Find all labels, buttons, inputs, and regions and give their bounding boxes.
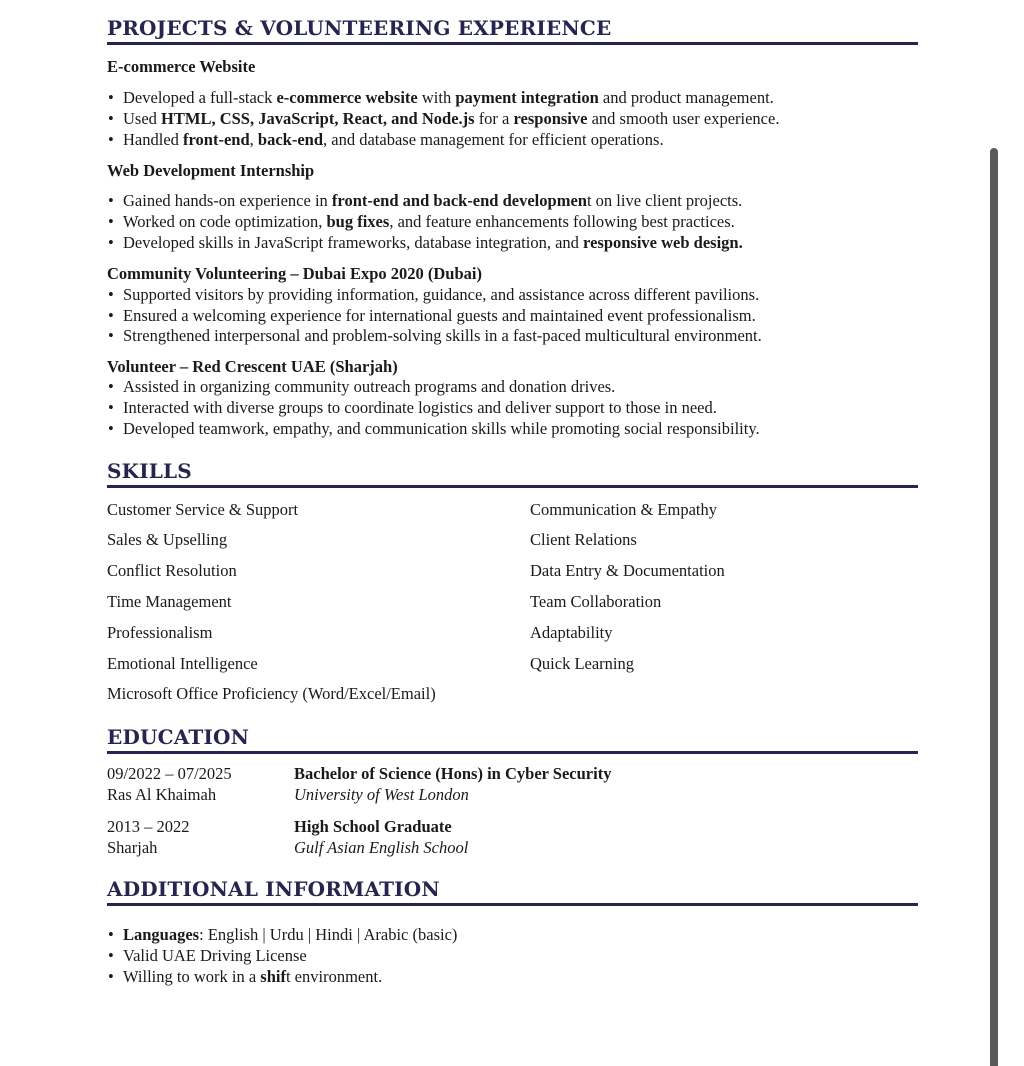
project-entry <box>107 57 918 150</box>
education-location: Ras Al Khaimah <box>107 784 217 804</box>
volunteer-entry <box>107 357 918 439</box>
education-dates: 09/2022 – 07/2025 <box>107 764 232 784</box>
bullet-list <box>107 88 918 150</box>
text-run: Willing to work in a <box>123 966 261 986</box>
bullet-item <box>107 233 918 254</box>
bold-text: e-commerce website <box>276 88 418 107</box>
education-meta <box>107 764 294 805</box>
bullet-item <box>107 212 918 233</box>
vertical-scrollbar[interactable] <box>990 0 998 1066</box>
projects-section <box>107 0 918 440</box>
text-run: Developed teamwork, empathy, and communication skills while promoting social responsibility. <box>123 418 760 438</box>
text-run: Ensured a welcoming experience for international guests and maintained event professionalism. <box>123 305 756 325</box>
text-run: t on live client projects. <box>586 191 743 211</box>
bullet-item <box>107 967 918 988</box>
bold-text: front-end and back-end developmen <box>331 191 587 211</box>
text-run: Strengthened interpersonal and problem-solving skills in a fast-paced multicultural environment. <box>123 326 762 346</box>
text-run: , <box>249 129 258 149</box>
project-entry <box>107 161 918 253</box>
education-degree: High School Graduate <box>294 817 452 837</box>
skill-item: Sales & Upselling <box>107 530 228 550</box>
resume-page <box>107 0 918 988</box>
bold-text: front-end <box>183 129 250 149</box>
bullet-item <box>107 398 918 419</box>
skill-item: Communication & Empathy <box>530 499 717 519</box>
text-run: Assisted in organizing community outreach programs and donation drives. <box>123 377 616 397</box>
education-heading: EDUCATION <box>107 725 250 750</box>
text-run: Valid UAE Driving License <box>123 945 307 965</box>
text-run: Handled <box>123 129 184 149</box>
skill-item: Time Management <box>107 591 232 611</box>
section-divider <box>107 903 918 906</box>
bullet-item <box>107 306 918 327</box>
text-run: for a <box>474 108 514 128</box>
bullet-item <box>107 109 918 130</box>
entry-title: Community Volunteering – Dubai Expo 2020 (Dubai) <box>107 263 482 283</box>
education-section <box>107 710 918 858</box>
bullet-item <box>107 946 918 967</box>
bold-text: bug fixes <box>326 212 390 232</box>
text-run: with <box>417 88 456 107</box>
text-run: Used <box>123 108 162 128</box>
education-meta <box>107 817 294 858</box>
text-run: Worked on code optimization, <box>123 212 327 232</box>
text-run: Supported visitors by providing information, guidance, and assistance across different pavilions. <box>123 284 760 304</box>
skill-item: Adaptability <box>530 622 613 642</box>
education-school: University of West London <box>294 784 469 804</box>
skill-item: Client Relations <box>530 530 637 550</box>
additional-info-heading: ADDITIONAL INFORMATION <box>107 877 440 902</box>
text-run: , and feature enhancements following best practices. <box>389 212 735 232</box>
bullet-item <box>107 285 918 306</box>
skills-heading: SKILLS <box>107 458 192 483</box>
bold-text: back-end <box>257 129 324 149</box>
bold-text: HTML, CSS, JavaScript, React, and Node.js <box>161 108 475 128</box>
education-degree: Bachelor of Science (Hons) in Cyber Security <box>294 764 612 784</box>
projects-heading: PROJECTS & VOLUNTEERING EXPERIENCE <box>107 16 612 40</box>
skill-item: Data Entry & Documentation <box>530 561 725 581</box>
section-divider <box>107 751 918 754</box>
education-entry <box>107 817 918 858</box>
bullet-item <box>107 419 918 440</box>
bold-text: payment integration <box>455 88 599 107</box>
skills-section <box>107 440 918 711</box>
skill-item: Professionalism <box>107 622 213 642</box>
bold-text: responsive web design. <box>583 232 743 252</box>
skill-item: Emotional Intelligence <box>107 653 258 673</box>
text-run: Developed a full-stack <box>123 88 277 107</box>
bullet-item <box>107 130 918 151</box>
text-run: t environment. <box>285 966 383 986</box>
entry-title: E-commerce Website <box>107 57 256 76</box>
skill-item: Conflict Resolution <box>107 561 237 581</box>
education-entry <box>107 764 918 805</box>
education-school: Gulf Asian English School <box>294 837 469 857</box>
bullet-item <box>107 191 918 212</box>
bullet-item <box>107 326 918 347</box>
bullet-list <box>107 285 918 347</box>
additional-info-section <box>107 858 918 987</box>
education-details <box>294 817 918 858</box>
text-run: and product management. <box>598 88 774 107</box>
bullet-item <box>107 88 918 109</box>
section-divider <box>107 485 918 488</box>
skill-item: Customer Service & Support <box>107 499 299 519</box>
text-run: Gained hands-on experience in <box>123 191 332 211</box>
bullet-item <box>107 925 918 946</box>
bold-text: shif <box>260 966 286 986</box>
bold-text: responsive <box>513 108 588 128</box>
entry-title: Volunteer – Red Crescent UAE (Sharjah) <box>107 357 398 377</box>
bullet-list <box>107 925 918 987</box>
text-run: , and database management for efficient operations. <box>323 129 664 149</box>
scrollbar-thumb[interactable] <box>990 148 998 1066</box>
text-run: : English | Urdu | Hindi | Arabic (basic) <box>199 925 458 945</box>
education-location: Sharjah <box>107 837 158 857</box>
bullet-list <box>107 377 918 439</box>
text-run: Interacted with diverse groups to coordinate logistics and deliver support to those in need. <box>123 397 717 417</box>
skills-grid <box>107 495 918 711</box>
entry-title: Web Development Internship <box>107 161 315 181</box>
bold-text: Languages <box>123 925 200 945</box>
section-divider <box>107 42 918 45</box>
skill-item: Team Collaboration <box>530 591 662 611</box>
bullet-item <box>107 377 918 398</box>
education-details <box>294 764 918 805</box>
bullet-list <box>107 191 918 253</box>
skill-item: Quick Learning <box>530 653 635 673</box>
text-run: Developed skills in JavaScript frameworks, database integration, and <box>123 232 584 252</box>
volunteer-entry <box>107 264 918 347</box>
skill-item: Microsoft Office Proficiency (Word/Excel/Email) <box>107 684 436 704</box>
education-dates: 2013 – 2022 <box>107 817 190 837</box>
text-run: and smooth user experience. <box>587 108 780 128</box>
